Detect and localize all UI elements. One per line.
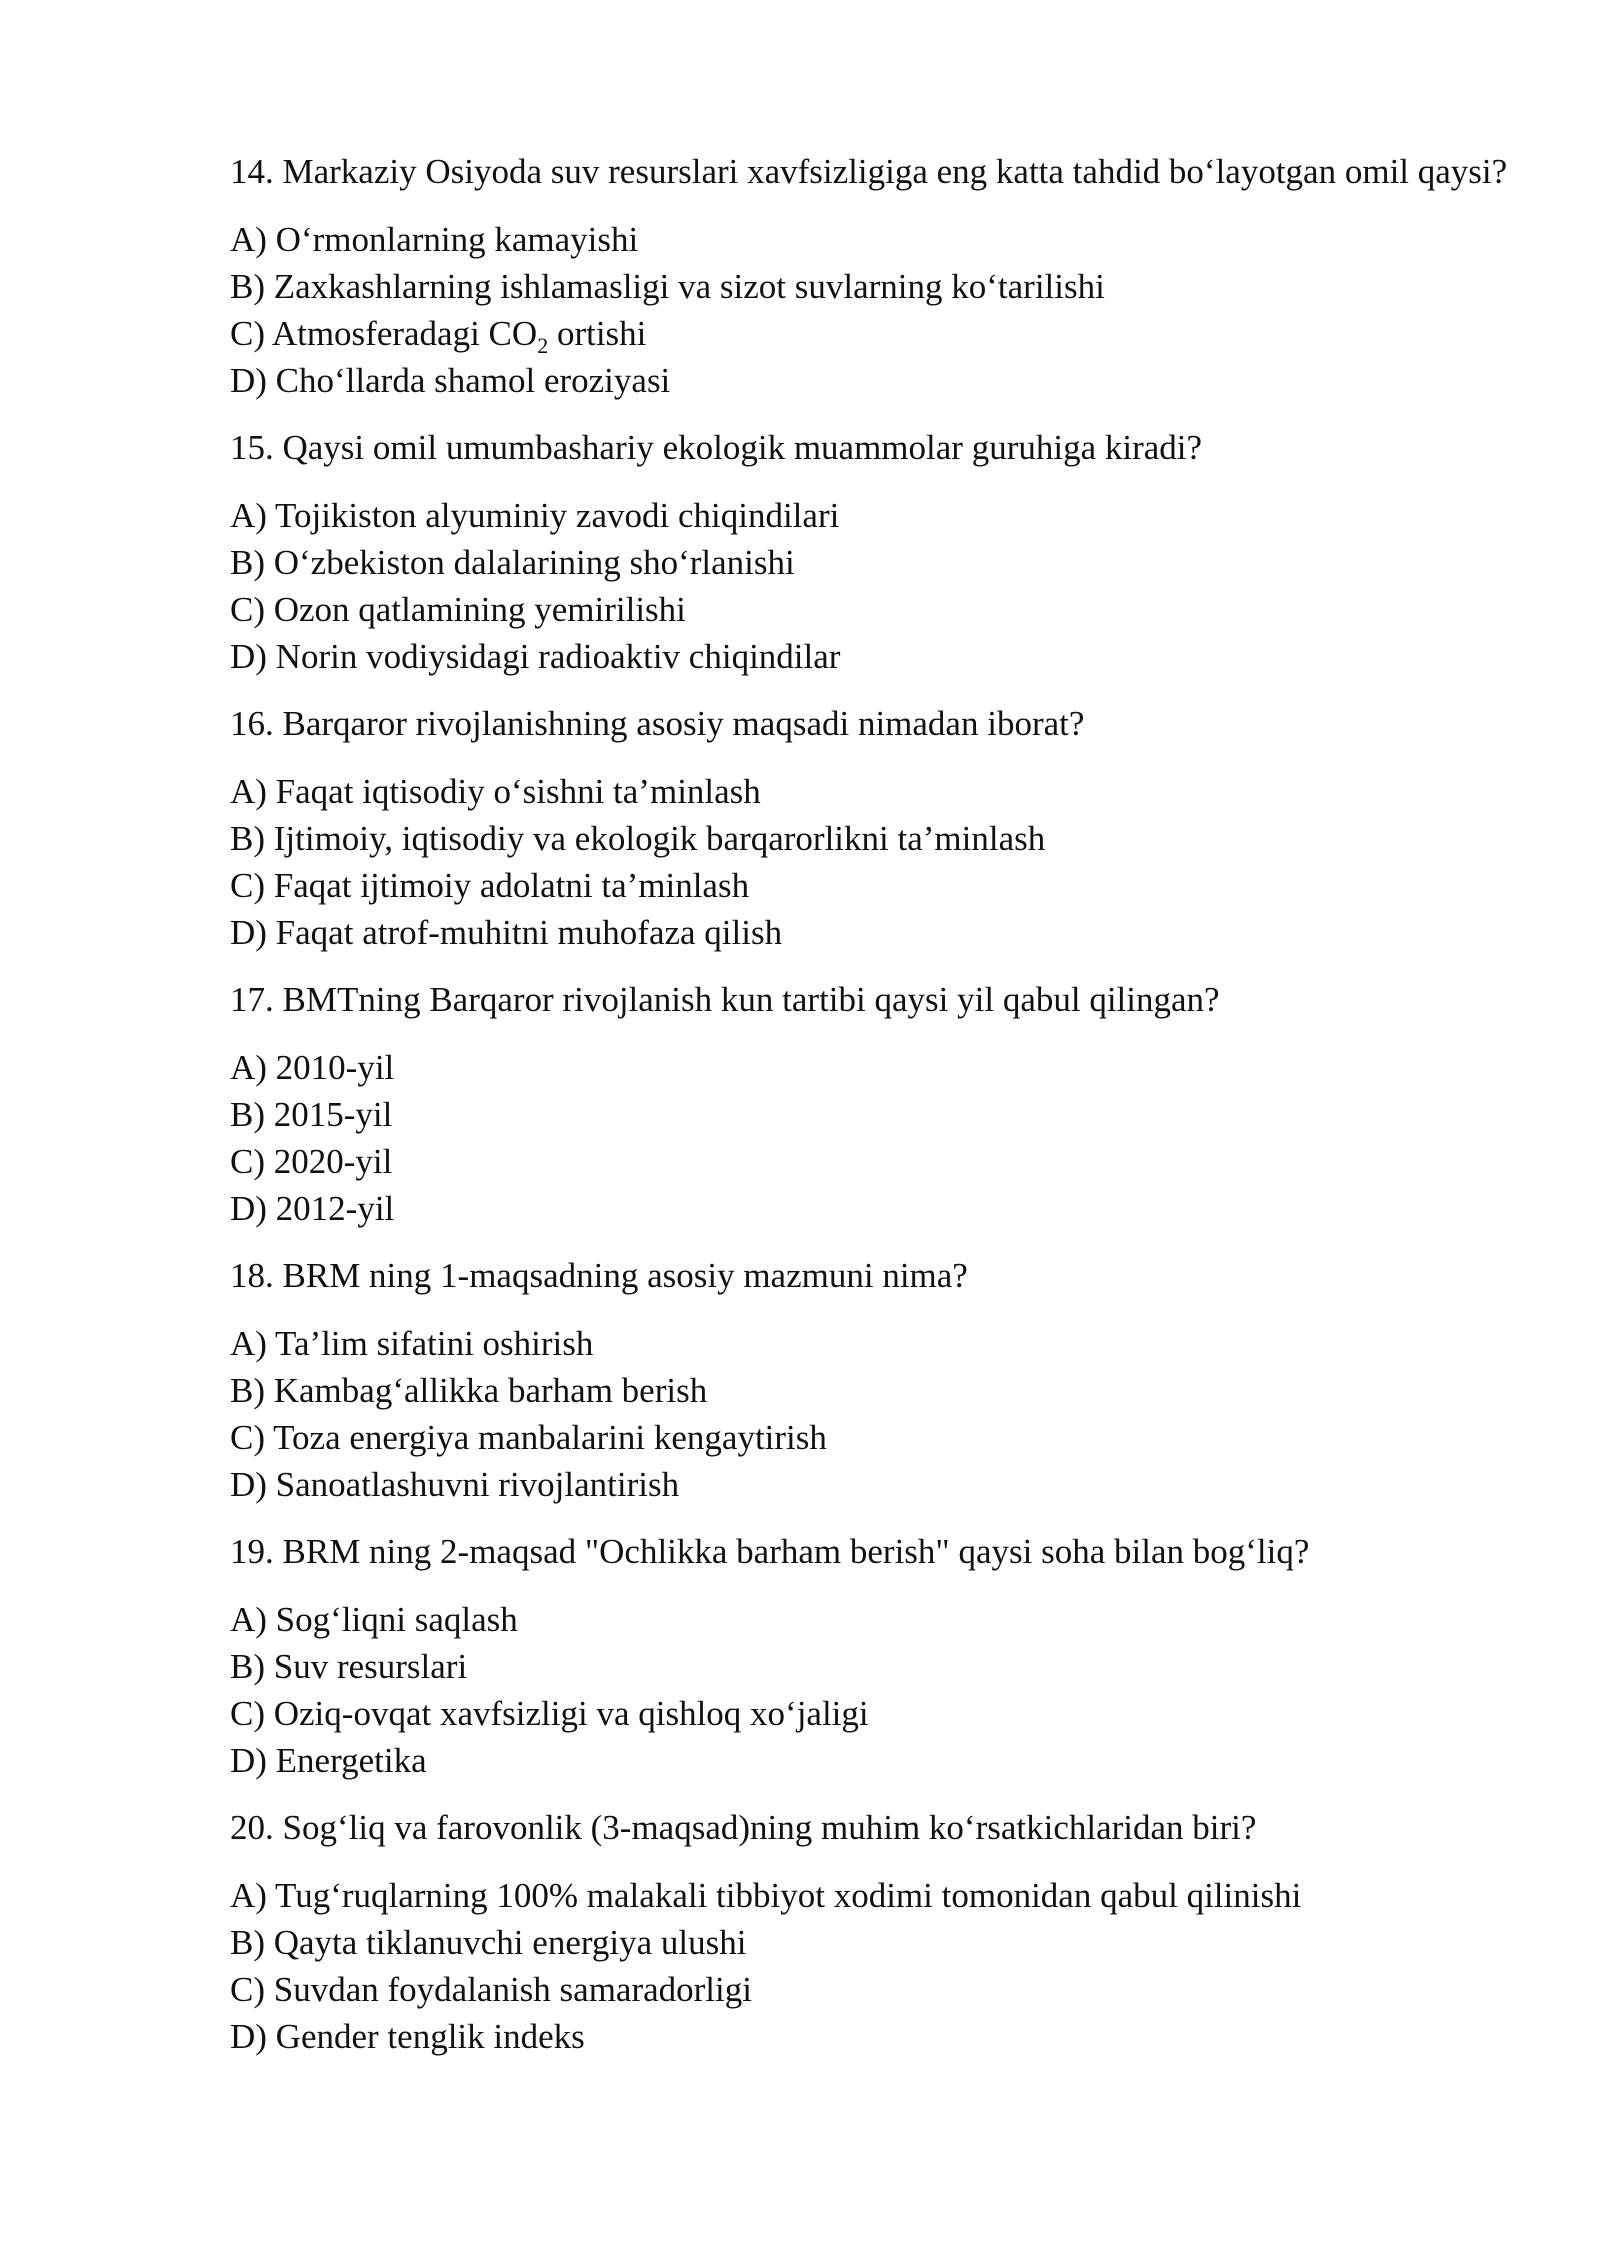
option-d: D) Cho‘llarda shamol eroziyasi	[230, 361, 671, 400]
question-text: 16. Barqaror rivojlanishning asosiy maqsadi nimadan iborat?	[230, 704, 1085, 743]
option-c: C) Suvdan foydalanish samaradorligi	[230, 1970, 752, 2009]
option-a: A) O‘rmonlarning kamayishi	[230, 220, 639, 259]
option-a: A) Ta’lim sifatini oshirish	[230, 1324, 594, 1363]
option-a: A) Faqat iqtisodiy o‘sishni ta’minlash	[230, 772, 761, 811]
question-text: 17. BMTning Barqaror rivojlanish kun tartibi qaysi yil qabul qilingan?	[230, 980, 1220, 1019]
question-text: 15. Qaysi omil umumbashariy ekologik muammolar guruhiga kiradi?	[230, 428, 1203, 467]
question-15	[230, 424, 1520, 680]
option-b: B) Ijtimoiy, iqtisodiy va ekologik barqarorlikni ta’minlash	[230, 819, 1046, 858]
option-b: B) 2015-yil	[230, 1095, 393, 1134]
question-14	[230, 148, 1520, 404]
option-c: C) Faqat ijtimoiy adolatni ta’minlash	[230, 866, 750, 905]
option-b: B) Kambag‘allikka barham berish	[230, 1371, 708, 1410]
option-c: C) Toza energiya manbalarini kengaytirish	[230, 1418, 827, 1457]
subscript-2: 2	[537, 333, 549, 358]
option-d: D) Faqat atrof-muhitni muhofaza qilish	[230, 913, 783, 952]
question-text: 18. BRM ning 1-maqsadning asosiy mazmuni nima?	[230, 1256, 968, 1295]
option-d: D) Sanoatlashuvni rivojlantirish	[230, 1465, 680, 1504]
option-b: B) Suv resurslari	[230, 1647, 468, 1686]
option-d: D) Norin vodiysidagi radioaktiv chiqindilar	[230, 637, 841, 676]
question-20	[230, 1804, 1520, 2060]
option-b: B) O‘zbekiston dalalarining sho‘rlanishi	[230, 543, 795, 582]
option-a: A) 2010-yil	[230, 1048, 395, 1087]
question-text: 14. Markaziy Osiyoda suv resurslari xavfsizligiga eng katta tahdid bo‘layotgan omil qaysi?	[230, 152, 1508, 191]
option-a: A) Tug‘ruqlarning 100% malakali tibbiyot xodimi tomonidan qabul qilinishi	[230, 1876, 1302, 1915]
option-d: D) Energetika	[230, 1741, 427, 1780]
option-d: D) 2012-yil	[230, 1189, 395, 1228]
question-19	[230, 1528, 1520, 1784]
option-c: C) Oziq-ovqat xavfsizligi va qishloq xo‘jaligi	[230, 1694, 869, 1733]
option-c: C) Ozon qatlamining yemirilishi	[230, 590, 686, 629]
question-text: 20. Sog‘liq va farovonlik (3-maqsad)ning muhim ko‘rsatkichlaridan biri?	[230, 1808, 1257, 1847]
option-c	[230, 310, 1520, 357]
question-18	[230, 1252, 1520, 1508]
option-c-text-end: ortishi	[548, 314, 647, 353]
option-a: A) Tojikiston alyuminiy zavodi chiqindilari	[230, 496, 840, 535]
option-b: B) Qayta tiklanuvchi energiya ulushi	[230, 1923, 747, 1962]
option-c-text: C) Atmosferadagi CO	[230, 314, 538, 353]
option-a: A) Sog‘liqni saqlash	[230, 1600, 518, 1639]
option-b: B) Zaxkashlarning ishlamasligi va sizot suvlarning ko‘tarilishi	[230, 267, 1105, 306]
option-d: D) Gender tenglik indeks	[230, 2017, 585, 2056]
question-text: 19. BRM ning 2-maqsad "Ochlikka barham berish" qaysi soha bilan bog‘liq?	[230, 1532, 1310, 1571]
quiz-page	[230, 148, 1520, 2080]
question-16	[230, 700, 1520, 956]
question-17	[230, 976, 1520, 1232]
option-c: C) 2020-yil	[230, 1142, 393, 1181]
